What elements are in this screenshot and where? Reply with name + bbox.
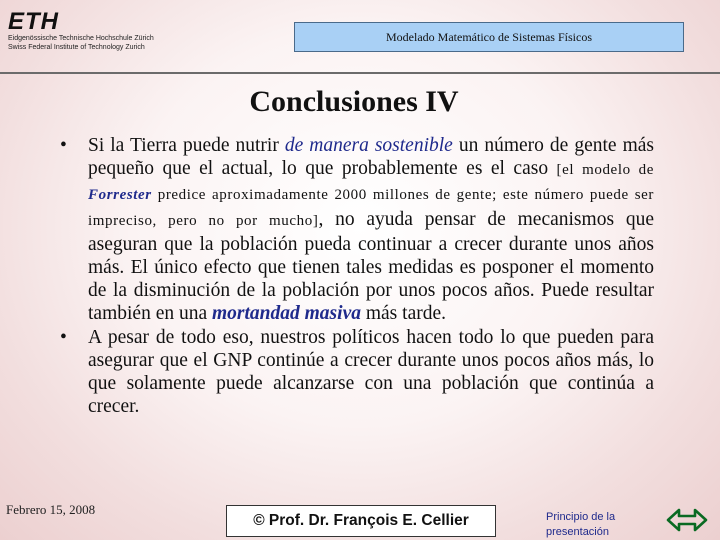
bullet1-emphasis-sustainable: de manera sostenible xyxy=(284,135,453,156)
home-link[interactable]: Principio de la presentación xyxy=(546,511,616,538)
bullet1-text-d: más tarde. xyxy=(360,303,446,325)
course-title: Modelado Matemático de Sistemas Físicos xyxy=(386,29,592,44)
bullet1-note-start: [el modelo de xyxy=(556,162,654,179)
bullet-icon: • xyxy=(60,135,67,156)
bullet-item-2 xyxy=(60,326,654,419)
bullet2-text: A pesar de todo eso, nuestros políticos hacen todo lo que pueden para asegurar que el GNP continúe a crecer durante unos pocos años más, lo que solamente puede alcanzarse con una población que continúa a crecer. xyxy=(88,326,654,418)
header-divider xyxy=(0,72,720,74)
slide-title: Conclusiones IV xyxy=(249,85,459,118)
bullet-icon: • xyxy=(60,326,67,348)
back-forward-arrows-icon[interactable] xyxy=(666,506,708,534)
slide-content xyxy=(60,134,654,418)
bullet1-text-a: Si la Tierra puede nutrir xyxy=(88,135,285,156)
bullet1-text-b: un número de gente más pequeño que el actual, lo que probablemente es el caso xyxy=(88,135,654,180)
footer-credit: © Prof. Dr. François E. Cellier xyxy=(226,505,496,537)
bullet1-forrester: Forrester xyxy=(88,187,152,204)
bullet1-note-end: predice aproximadamente 2000 millones de gente; este número puede ser impreciso, pero no por mucho] xyxy=(88,187,654,229)
logo-line-german: Eidgenössische Technische Hochschule Zürich xyxy=(8,35,154,42)
logo-word: ETH xyxy=(8,8,59,35)
logo-line-english: Swiss Federal Institute of Technology Zurich xyxy=(8,44,145,51)
course-title-box xyxy=(294,22,684,52)
eth-logo xyxy=(8,10,208,52)
footer-date: Febrero 15, 2008 xyxy=(6,502,96,517)
bullet1-emphasis-mortality: mortandad masiva xyxy=(212,303,361,325)
bullet1-text-c: , no ayuda pensar de mecanismos que aseguran que la población pueda continuar a crecer durante unos años más. El único efecto que tienen tales medidas es posponer el momento de la disminución de la población por unos pocos años. Puede resultar también en una xyxy=(88,208,654,325)
bullet-item-1 xyxy=(60,134,654,326)
